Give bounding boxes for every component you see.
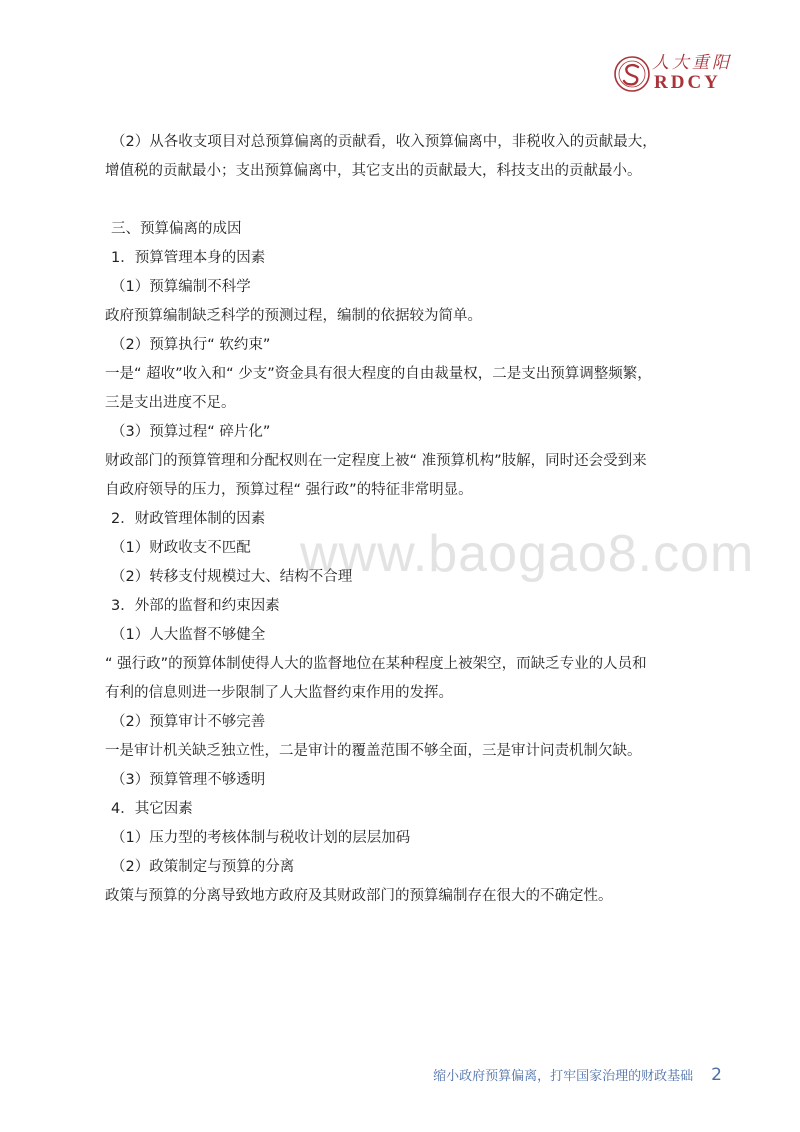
subsection-heading: 1．预算管理本身的因素	[111, 250, 266, 266]
item-heading: （1）财政收支不匹配	[111, 540, 251, 556]
item-heading: （3）预算管理不够透明	[111, 772, 266, 788]
paragraph-line: （2）从各收支项目对总预算偏离的贡献看，收入预算偏离中，非税收入的贡献最大，	[111, 134, 657, 150]
item-heading: （2）预算审计不够完善	[111, 714, 266, 730]
item-heading: （3）预算过程“ 碎片化”	[111, 424, 271, 440]
item-heading: （1）压力型的考核体制与税收计划的层层加码	[111, 830, 411, 846]
rdcy-logo	[612, 48, 732, 98]
watermark: www.baogao8.com	[300, 525, 755, 583]
paragraph-line: 三是支出进度不足。	[105, 395, 236, 411]
item-heading: （1）预算编制不科学	[111, 279, 251, 295]
paragraph-line: 有利的信息则进一步限制了人大监督约束作用的发挥。	[105, 685, 453, 701]
paragraph-line: 自政府领导的压力，预算过程“ 强行政”的特征非常明显。	[105, 482, 473, 498]
section-heading: 三、预算偏离的成因	[111, 221, 242, 237]
page-footer	[433, 1065, 722, 1087]
spacer	[105, 186, 725, 215]
item-heading: （2）政策制定与预算的分离	[111, 859, 295, 875]
page-number: 2	[711, 1065, 722, 1085]
logo-en-text: RDCY	[654, 72, 721, 93]
item-heading: （2）预算执行“ 软约束”	[111, 337, 271, 353]
body-content	[105, 128, 725, 911]
item-heading: （2）转移支付规模过大、结构不合理	[111, 569, 353, 585]
item-heading: （1）人大监督不够健全	[111, 627, 266, 643]
paragraph-line: 政府预算编制缺乏科学的预测过程，编制的依据较为简单。	[105, 308, 482, 324]
logo-cn-text: 人大重阳	[652, 53, 732, 73]
subsection-heading: 2．财政管理体制的因素	[111, 511, 266, 527]
paragraph-line: “ 强行政”的预算体制使得人大的监督地位在某种程度上被架空，而缺乏专业的人员和	[105, 656, 647, 672]
paragraph-line: 政策与预算的分离导致地方政府及其财政部门的预算编制存在很大的不确定性。	[105, 888, 613, 904]
paragraph-line: 一是审计机关缺乏独立性，二是审计的覆盖范围不够全面，三是审计问责机制欠缺。	[105, 743, 642, 759]
footer-title: 缩小政府预算偏离，打牢国家治理的财政基础	[433, 1069, 694, 1084]
paragraph-line: 财政部门的预算管理和分配权则在一定程度上被“ 准预算机构”肢解，同时还会受到来	[105, 453, 647, 469]
paragraph-line: 增值税的贡献最小；支出预算偏离中，其它支出的贡献最大，科技支出的贡献最小。	[105, 163, 642, 179]
paragraph-line: 一是“ 超收”收入和“ 少支”资金具有很大程度的自由裁量权，二是支出预算调整频繁，	[105, 366, 652, 382]
subsection-heading: 3．外部的监督和约束因素	[111, 598, 280, 614]
seal-icon	[612, 54, 652, 94]
subsection-heading: 4．其它因素	[111, 801, 193, 817]
